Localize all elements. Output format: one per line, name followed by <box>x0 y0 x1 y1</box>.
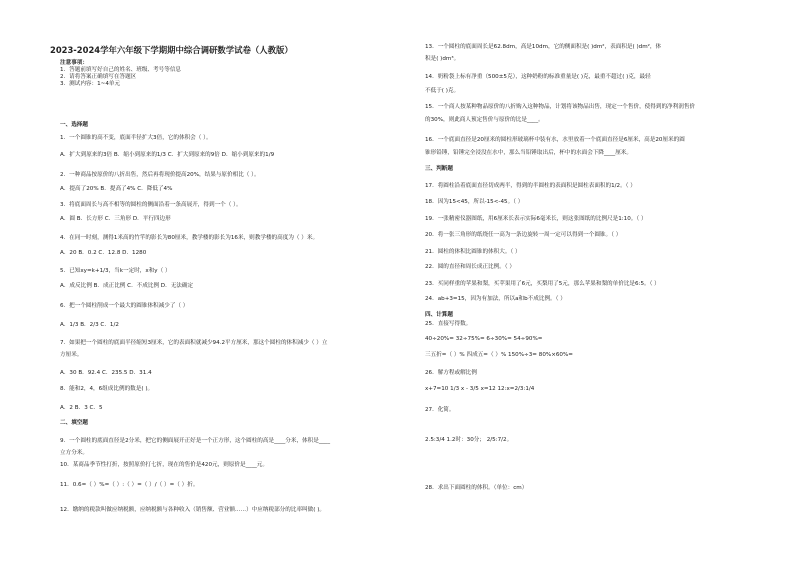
left-line: 12．缴纳的税款叫做应纳税额，应纳税额与各种收入（销售额、营业额……）中应纳税部分的比率叫做( )。 <box>60 507 325 513</box>
right-line: 的30%，则此商人预定售价与原价的比是____。 <box>425 117 544 123</box>
right-line: 17．将圆柱沿着底面直径切成两半，得到的半圆柱的表面积是圆柱表面积的1/2。（ ） <box>425 183 636 189</box>
left-line: 2．请将答案正确填写在答题区 <box>60 74 137 80</box>
right-line: 19．一张精密仪器图纸，用6厘米长表示实际6毫米长，则这张图纸的比例尺是1:10。（ ） <box>425 216 647 222</box>
right-line: 2.5:3/4 1.2时：30分； 2/5:7/2。 <box>425 437 513 443</box>
right-line: 15．一个商人按某种物品原价的八折购入这种物品，计划将该物品出售，现定一个售价，使得到的净利润售价 <box>425 104 696 110</box>
right-line: 23．买同样重的苹果和梨，买苹果用了6元，买梨用了5元，那么苹果和梨的单价比是6:5。（ ） <box>425 281 660 287</box>
right-line: 27．化简。 <box>425 407 455 413</box>
left-line: 方厘米。 <box>60 352 83 358</box>
left-line: 3．将底面周长与高不相等的圆柱的侧面沿着一条高展开，得到一个（ ）。 <box>60 202 242 208</box>
left-line: 6．把一个圆柱削成一个最大的圆锥体积减少了（ ） <box>60 303 189 309</box>
right-line: 26．解方程或解比例 <box>425 370 477 376</box>
left-line: A．提高了20% B．提高了4% C．降低了4% <box>60 186 173 192</box>
left-line: A．2 B．3 C．5 <box>60 405 103 411</box>
left-line: 1．一个圆锥的高不变，底面半径扩大3倍，它的体积会（ ）。 <box>60 135 212 141</box>
left-line: 2．一种商品按原价的八折出售，然后再将现价提高20%，结果与原价相比（ ）。 <box>60 172 260 178</box>
right-line: 25．直接写得数。 <box>425 321 472 327</box>
left-line: 1．答题前填写好自己的姓名、班级、考号等信息 <box>60 67 182 73</box>
right-line: 18．因为15<45，所以-15<-45。（ ） <box>425 199 524 205</box>
right-line: 四、计算题 <box>425 312 453 318</box>
right-line: 不低于( )克。 <box>425 88 460 94</box>
left-line: A．扩大到原来的3倍 B．缩小到原来的1/3 C．扩大到原来的9倍 D．缩小到原来的1/9 <box>60 152 275 158</box>
left-line: 9．一个圆柱的底面直径是2分米，把它的侧面展开正好是一个正方形，这个圆柱的高是____分米，体积是____ <box>60 438 331 444</box>
left-line: 7．如果把一个圆柱的底面半径缩短3厘米，它的表面积就减少94.2平方厘米，那这个圆柱的体积减少（ ）立 <box>60 340 328 346</box>
right-line: 21．圆柱的体积比圆锥的体积大。（ ） <box>425 249 521 255</box>
right-line: 40÷20%= 32÷75%= 6÷30%= 54÷90%= <box>425 336 543 342</box>
left-line: 10．某商品季节性打折，按照原价打七折，现在的售价是420元，则原价是____元。 <box>60 462 268 468</box>
left-line: A．圆 B．长方形 C．三角形 D．平行四边形 <box>60 216 171 222</box>
left-line: 立方分米。 <box>60 450 88 456</box>
right-line: 13．一个圆柱的底面周长是62.8dm，高是10dm，它的侧面积是( )dm²，表面积是( )dm²，体 <box>425 44 662 50</box>
right-line: 14．奶粉袋上标有净重（500±5克），这种奶粉的标准重量是( )克，最重不超过( )克，最轻 <box>425 74 651 80</box>
right-line: 16．一个底面直径是20厘米的圆柱形玻璃杯中装有水，水里放着一个底面直径是6厘米，高是20厘米的圆 <box>425 137 685 143</box>
right-line: 三、判断题 <box>425 166 453 172</box>
left-line: 5．已知xy=k+1/3，当k一定时，x和y（ ） <box>60 268 171 274</box>
right-line: 积是( )dm³。 <box>425 56 460 62</box>
right-line: 24．ab+3=15，因为有加法，所以a和b不成比例。（ ） <box>425 296 566 302</box>
left-line: A．1/3 B．2/3 C．1/2 <box>60 322 119 328</box>
left-line: 注意事项： <box>60 60 88 66</box>
left-line: A．成反比例 B．成正比例 C．不成比例 D．无法确定 <box>60 283 194 289</box>
right-line: 锥形铅锤，铅锤完全浸没在水中，那么当铅锤取出后，杯中的水面会下降____厘米。 <box>425 150 632 156</box>
right-line: 20．将一张三角形的纸绕任一高为一条边旋转一周一定可以得到一个圆锥。（ ） <box>425 232 622 238</box>
left-line: 一、选择题 <box>60 122 88 128</box>
left-line: 4．在同一时刻，测得1米高的竹竿的影长为80厘米，教学楼的影长为16米，则教学楼的高度为（ ）米。 <box>60 235 319 241</box>
left-line: 3．测试内容：1~4单元 <box>60 81 121 87</box>
left-line: 11．0.6=（ ）%=（ ）:（ ）=（ ）/（ ）=（ ）折。 <box>60 482 199 488</box>
left-line: 8．能和2，4，6组成比例的数是( )。 <box>60 386 154 392</box>
left-line: 二、填空题 <box>60 420 88 426</box>
right-line: 28．求出下面圆柱的体积。（单位：cm） <box>425 485 528 491</box>
right-line: 22．圆的直径和周长成正比例。（ ） <box>425 264 516 270</box>
right-line: x+7=10 1/3 x - 3/5 x=12 12:x=2/3:1/4 <box>425 386 535 392</box>
right-line: 三五折=（ ）% 四成五=（ ）% 150%÷3= 80%×60%= <box>425 352 573 358</box>
page-title: 2023-2024学年六年级下学期期中综合调研数学试卷（人教版） <box>50 45 293 55</box>
left-line: A．20 B．0.2 C．12.8 D．1280 <box>60 250 147 256</box>
left-line: A．30 B．92.4 C．235.5 D．31.4 <box>60 370 152 376</box>
